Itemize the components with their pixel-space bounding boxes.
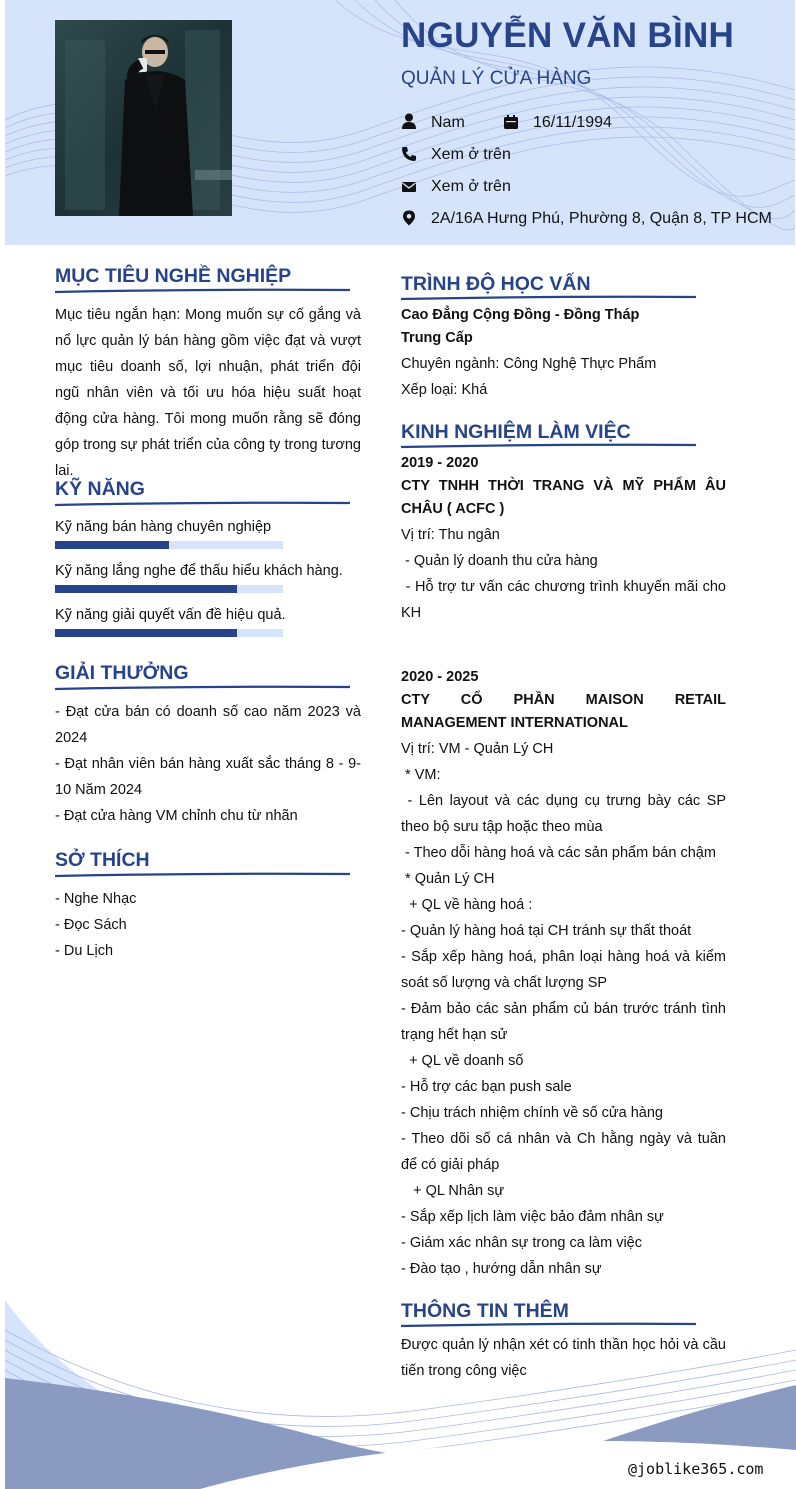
candidate-position: QUẢN LÝ CỬA HÀNG: [401, 68, 592, 89]
job-details: [401, 736, 731, 1282]
phone-icon: [401, 146, 417, 162]
award-item: - Đạt nhân viên bán hàng xuất sắc tháng 8 - 9- 10 Năm 2024: [55, 756, 361, 798]
skills-title: KỸ NĂNG: [55, 478, 145, 500]
job-detail-line: - Theo dỗi hàng hoá và các sản phẩm bán chậm: [401, 845, 716, 861]
experience-title: KINH NGHIỆM LÀM VIỆC: [401, 421, 631, 443]
education-title: TRÌNH ĐỘ HỌC VẤN: [401, 273, 591, 295]
location-icon: [401, 210, 417, 226]
email-icon: [401, 179, 417, 195]
job-company: CTY CỔ PHẦN MAISON RETAIL MANAGEMENT INTERNATIONAL: [401, 692, 726, 731]
skill-bar-fill: [55, 585, 237, 593]
award-item: - Đạt cửa bán có doanh số cao năm 2023 và 2024: [55, 704, 361, 746]
job-detail-line: Vị trí: Thu ngân: [401, 527, 500, 543]
job-company: CTY TNHH THỜI TRANG VÀ MỸ PHẨM ÂU CHÂU ( ACFC ): [401, 478, 726, 517]
calendar-icon: [503, 114, 519, 130]
awards-underline: [55, 683, 350, 693]
skill-bar-fill: [55, 541, 169, 549]
job-detail-line: Vị trí: VM - Quản Lý CH: [401, 741, 554, 757]
email-value: Xem ở trên: [431, 178, 511, 195]
skills-underline: [55, 499, 350, 509]
skill-bar: [55, 541, 283, 549]
education-level: Trung Cấp: [401, 330, 473, 346]
hobbies-title: SỞ THÍCH: [55, 849, 150, 871]
phone-value: Xem ở trên: [431, 146, 511, 163]
job-detail-line: - Giám xác nhân sự trong ca làm việc: [401, 1235, 642, 1251]
hobbies-underline: [55, 870, 350, 880]
profile-photo: [55, 20, 232, 216]
birthday-value: 16/11/1994: [533, 114, 612, 131]
job-detail-line: - Đào tạo , hướng dẫn nhân sự: [401, 1261, 602, 1277]
job-period: 2019 - 2020: [401, 455, 479, 471]
job-period: 2020 - 2025: [401, 669, 479, 685]
education-major: Chuyên ngành: Công Nghệ Thực Phẩm: [401, 356, 657, 372]
job-detail-line: - Quản lý doanh thu cửa hàng: [401, 553, 598, 569]
skill-bar: [55, 585, 283, 593]
skill-label: Kỹ năng giải quyết vấn đề hiệu quả.: [55, 607, 286, 623]
job-detail-line: * Quản Lý CH: [401, 871, 495, 887]
gender-value: Nam: [431, 114, 465, 131]
additional-underline: [401, 1320, 696, 1330]
job-details: [401, 522, 731, 626]
job-detail-line: + QL về hàng hoá :: [401, 897, 533, 913]
job-detail-line: - Theo dõi số cá nhân và Ch hằng ngày và tuần để có giải pháp: [401, 1131, 731, 1173]
skill-bar-fill: [55, 629, 237, 637]
hobby-item: - Nghe Nhạc: [55, 891, 137, 907]
address-value: 2A/16A Hưng Phú, Phường 8, Quận 8, TP HCM: [431, 210, 772, 227]
education-underline: [401, 293, 696, 303]
skill-label: Kỹ năng bán hàng chuyên nghiệp: [55, 519, 272, 535]
job-detail-line: - Sắp xếp lịch làm việc bảo đảm nhân sự: [401, 1209, 664, 1225]
job-detail-line: * VM:: [401, 767, 441, 783]
awards-title: GIẢI THƯỞNG: [55, 662, 189, 684]
job-detail-line: - Chịu trách nhiệm chính về số cửa hàng: [401, 1105, 663, 1121]
hobby-item: - Đọc Sách: [55, 917, 127, 933]
education-grade: Xếp loại: Khá: [401, 382, 488, 398]
user-icon: [401, 113, 417, 129]
objective-title: MỤC TIÊU NGHỀ NGHIỆP: [55, 265, 292, 287]
job-detail-line: - Hỗ trợ tư vấn các chương trình khuyến mãi cho KH: [401, 579, 731, 621]
job-detail-line: + QL Nhân sự: [401, 1183, 505, 1199]
job-detail-line: + QL về doanh số: [401, 1053, 524, 1069]
additional-title: THÔNG TIN THÊM: [401, 1300, 569, 1322]
objective-underline: [55, 286, 350, 296]
experience-underline: [401, 441, 696, 451]
additional-text: Được quản lý nhận xét có tinh thần học hỏi và cầu tiến trong công việc: [401, 1337, 726, 1379]
brand-watermark: @joblike365.com: [628, 1460, 764, 1478]
candidate-name: NGUYỄN VĂN BÌNH: [401, 16, 735, 55]
award-item: - Đạt cửa hàng VM chỉnh chu từ nhãn: [55, 808, 298, 824]
hobby-item: - Du Lịch: [55, 943, 114, 959]
job-detail-line: - Đảm bảo các sản phẩm củ bán trước tránh tình trạng hết hạn sử: [401, 1001, 731, 1043]
skill-bar: [55, 629, 283, 637]
objective-text: Mục tiêu ngắn hạn: Mong muốn sự cố gắng và nổ lực quản lý bán hàng gồm việc đạt và vượt mục tiêu doanh số, lợi nhuận, phát triển đội ngũ nhân viên và tối ưu hóa hiệu suất hoạt động cửa hàng. Tôi mong muốn rằng sẽ đóng góp trong sự phát triển của công ty trong tương lai.: [55, 307, 361, 479]
skill-label: Kỹ năng lắng nghe để thấu hiểu khách hàng.: [55, 563, 343, 579]
education-school: Cao Đẳng Cộng Đồng - Đồng Tháp: [401, 307, 640, 323]
job-detail-line: - Sắp xếp hàng hoá, phân loại hàng hoá và kiểm soát số lượng và chất lượng SP: [401, 949, 731, 991]
job-detail-line: - Quản lý hàng hoá tại CH tránh sự thất thoát: [401, 923, 692, 939]
job-detail-line: - Hỗ trợ các bạn push sale: [401, 1079, 572, 1095]
job-detail-line: - Lên layout và các dụng cụ trưng bày các SP theo bộ sưu tập hoặc theo mùa: [401, 793, 731, 835]
